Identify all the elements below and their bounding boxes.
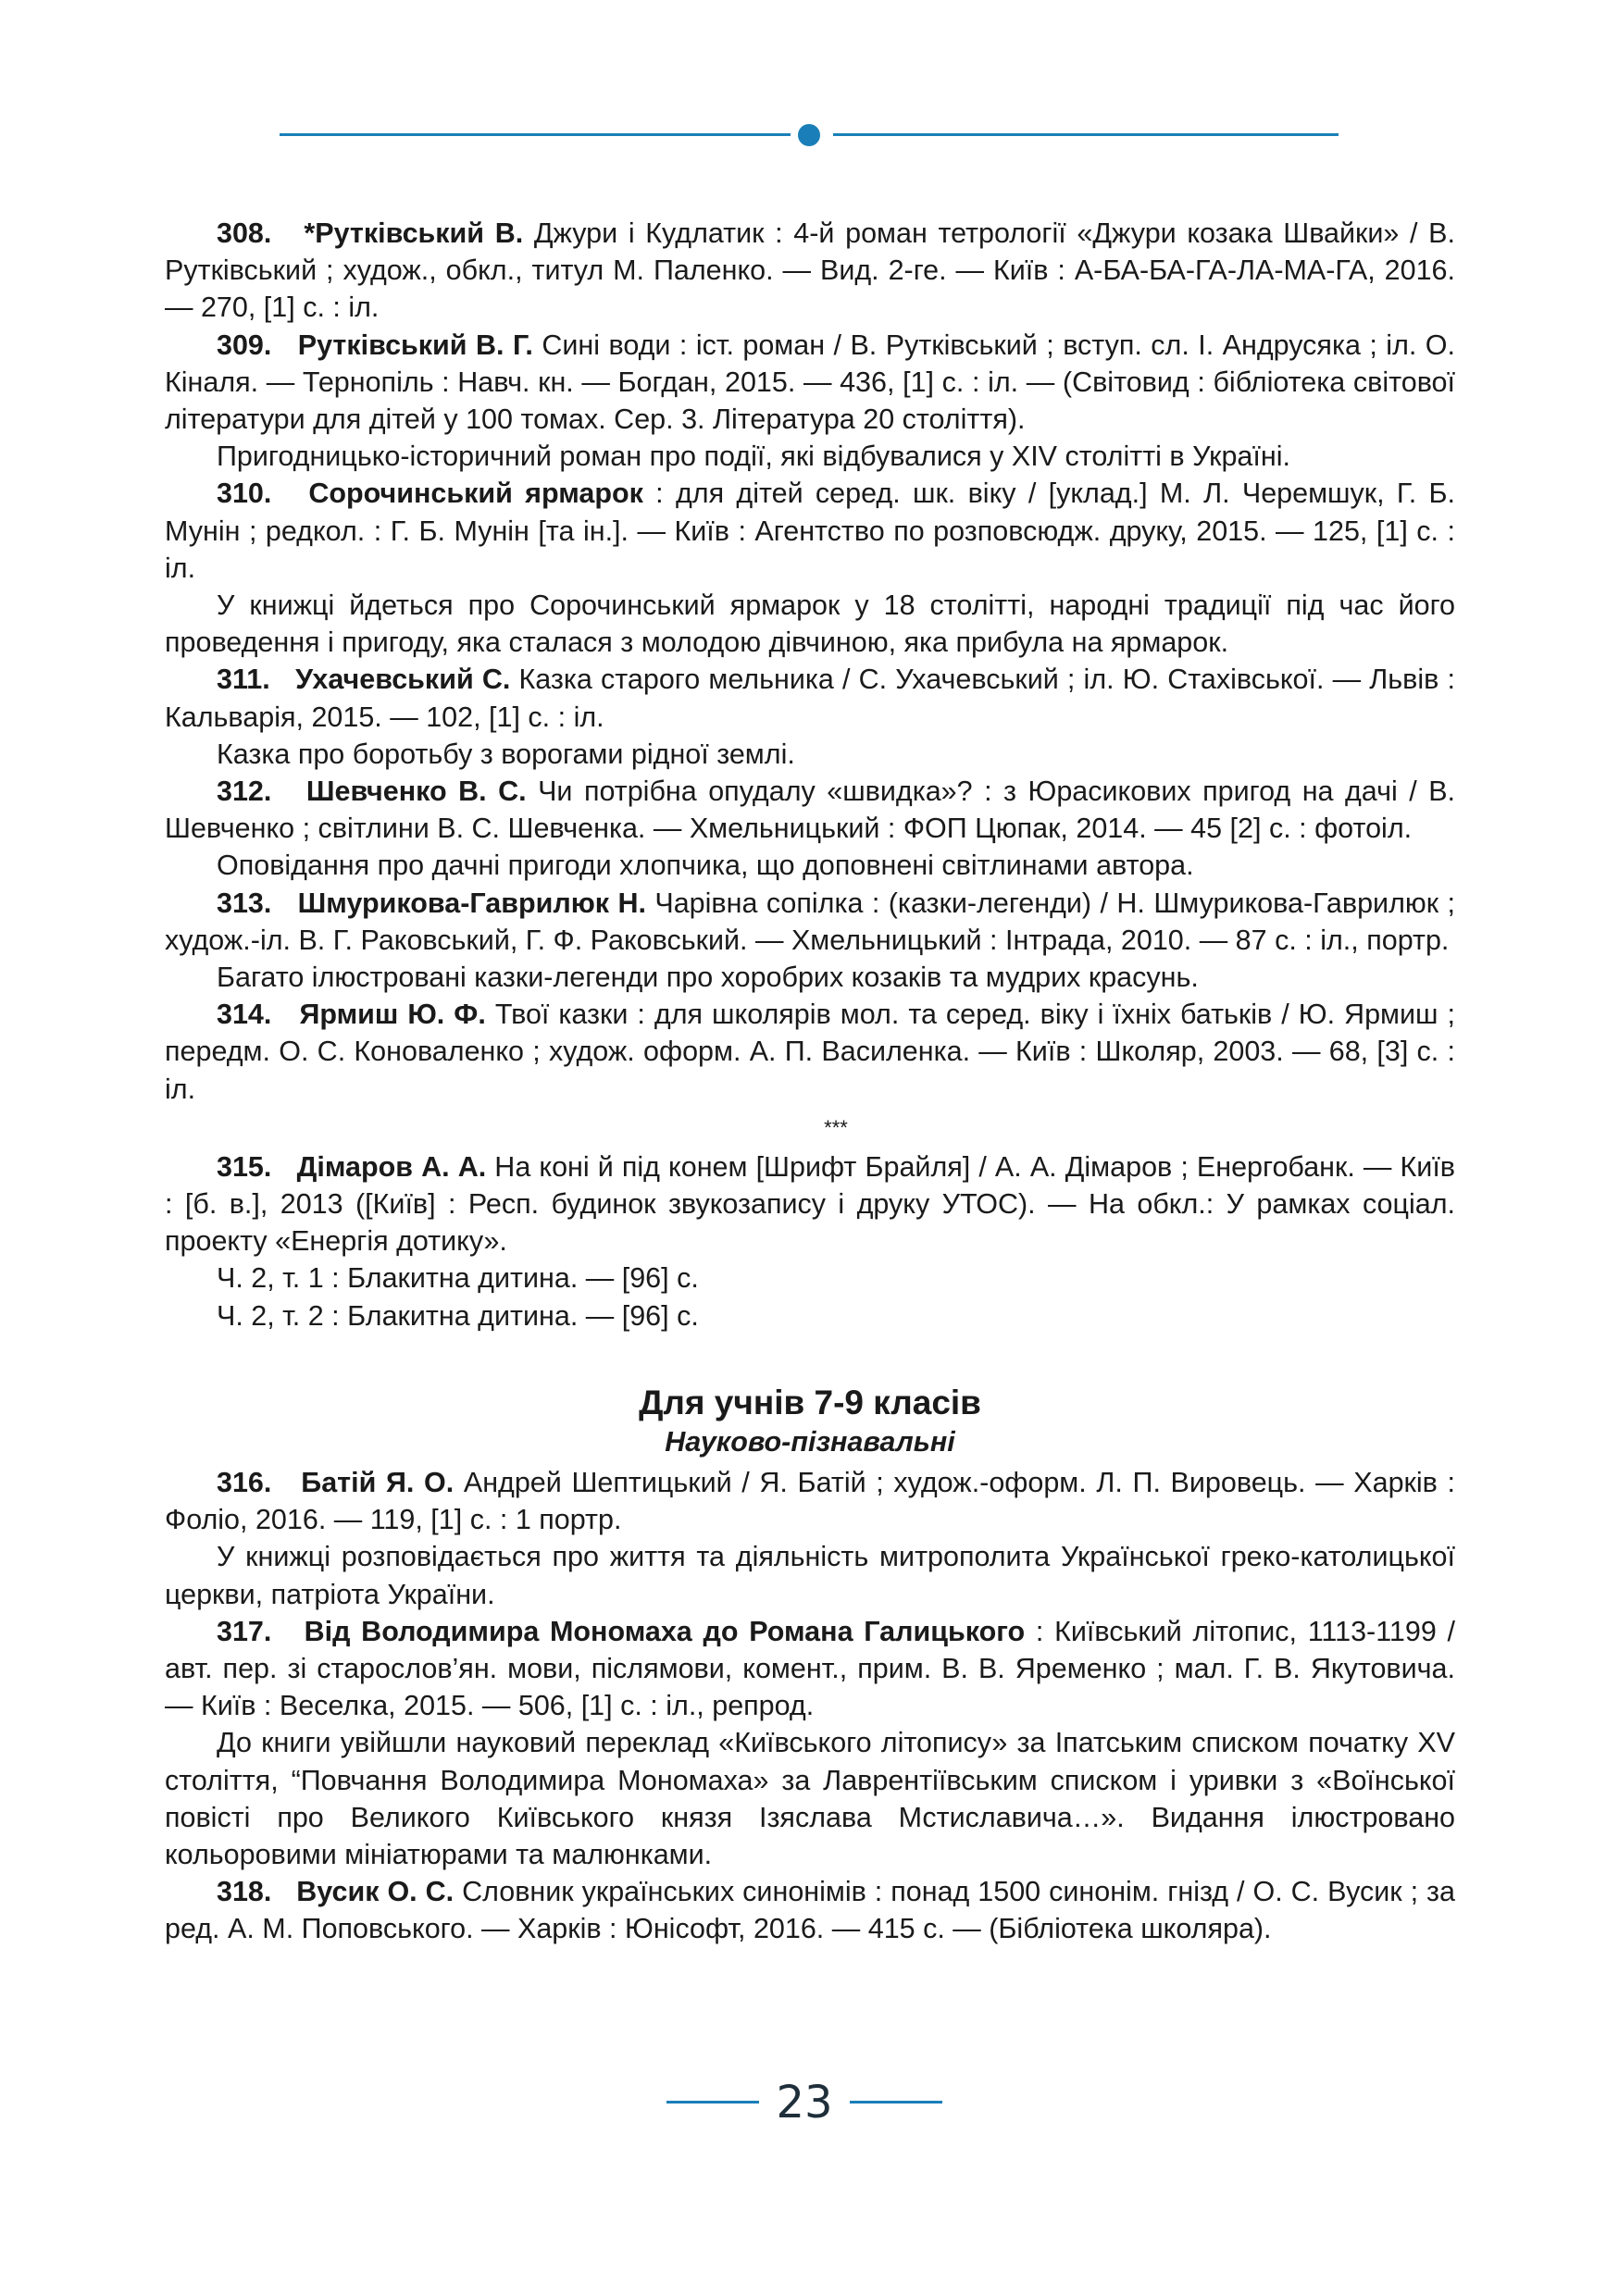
- header-dot: [798, 124, 820, 146]
- entry-318: [165, 1873, 1455, 1947]
- entry-author: Ярмиш Ю. Ф.: [299, 999, 486, 1031]
- entry-annotation: Казка про боротьбу з ворогами рідної землі.: [217, 738, 795, 770]
- entry-author: Вусик О. С.: [296, 1876, 455, 1908]
- entry-317: [165, 1613, 1455, 1725]
- entry-number: 315.: [217, 1150, 272, 1183]
- entry-313: [165, 885, 1455, 959]
- entry-annotation: У книжці розповідається про життя та діяльність митрополита Української греко-католицької церкви, патріота України.: [165, 1541, 1455, 1610]
- entry-text: : Київський літопис, 1113-1199 / авт. пер. зі старослов’ян. мови, післямови, комент., прим. В. В. Яременко ; мал. Г. В. Якутовича. — Київ : Веселка, 2015. — 506, [1] с. : іл., репрод.: [165, 1615, 1455, 1722]
- entry-author: Шевченко В. С.: [305, 776, 527, 808]
- entry-annotation: У книжці йдеться про Сорочинський ярмарок у 18 столітті, народні традиції під час його проведення і пригоду, яка сталася з молодою дівчиною, яка прибула на ярмарок.: [165, 590, 1455, 659]
- entry-316: [165, 1464, 1455, 1538]
- footer-rule-left: [666, 2101, 759, 2104]
- entry-volume: Ч. 2, т. 1 : Блакитна дитина. — [96] с.: [217, 1262, 699, 1295]
- entry-author: Сорочинський ярмарок: [308, 478, 643, 510]
- entry-annotation: Пригодницько-історичний роман про події, які відбувалися у XIV столітті в Україні.: [217, 441, 1290, 473]
- bibliography-content: [165, 215, 1455, 1948]
- section-title: Для учнів 7-9 класів: [639, 1383, 981, 1421]
- entry-text: Казка старого мельника / С. Ухачевський ; іл. Ю. Стахівської. — Львів : Кальварія, 2015. — 102, [1] с. : іл.: [165, 664, 1455, 733]
- entry-text: На коні й під конем [Шрифт Брайля] / А. А. Дімаров ; Енергобанк. — Київ : [б. в.], 2013 ([Київ] : Респ. будинок звукозапису і друку УТОС). — На обкл.: У рамках соціал. проекту «Енергія дотику».: [165, 1150, 1455, 1258]
- entry-annotation: Оповідання про дачні пригоди хлопчика, що доповнені світлинами автора.: [217, 850, 1194, 882]
- entry-text: : для дітей серед. шк. віку / [уклад.] М. Л. Черемшук, Г. Б. Мунін ; редкол. : Г. Б. Мунін [та ін.]. — Київ : Агентство по розповсюдж. друку, 2015. — 125, [1] с. : іл.: [165, 478, 1455, 584]
- header-rule-right: [833, 133, 1339, 136]
- entry-310: [165, 475, 1455, 587]
- entry-309: [165, 327, 1455, 439]
- entry-text: Чарівна сопілка : (казки-легенди) / Н. Шмурикова-Гаврилюк ; худож.-іл. В. Г. Раковський, Г. Ф. Раковський. — Хмельницький : Інтрада, 2010. — 87 с. : іл., портр.: [165, 887, 1456, 956]
- entry-314: [165, 996, 1455, 1108]
- entry-number: 308.: [217, 217, 272, 249]
- entry-annotation: Багато ілюстровані казки-легенди про хоробрих козаків та мудрих красунь.: [217, 962, 1199, 994]
- entry-author: *Рутківський В.: [304, 217, 524, 249]
- header-rule-left: [280, 133, 791, 136]
- entry-text: Андрей Шептицький / Я. Батій ; худож.-оформ. Л. П. Вировець. — Харків : Фоліо, 2016. — 119, [1] с. : 1 портр.: [165, 1466, 1455, 1536]
- entry-text: Словник українських синонімів : понад 1500 синонім. гнізд / О. С. Вусик ; за ред. А. М. Поповського. — Харків : Юнісофт, 2016. — 415 с. — (Бібліотека школяра).: [165, 1876, 1456, 1945]
- entry-312: [165, 773, 1455, 847]
- entry-number: 318.: [217, 1876, 272, 1908]
- entry-number: 311.: [217, 664, 270, 696]
- entry-number: 316.: [217, 1466, 272, 1498]
- entry-text: Сині води : іст. роман / В. Рутківський ; вступ. сл. І. Андрусяка ; іл. О. Кіналя. — Тернопіль : Навч. кн. — Богдан, 2015. — 436, [1] с. : іл. — (Світовид : бібліотека світової літератури для дітей у 100 томах. Сер. 3. Література 20 століття).: [165, 329, 1455, 436]
- section-subtitle: Науково-пізнавальні: [665, 1425, 955, 1458]
- entry-author: Ухачевський С.: [295, 664, 511, 696]
- entry-author: Від Володимира Мономаха до Романа Галицького: [304, 1615, 1026, 1647]
- entry-number: 310.: [217, 478, 272, 510]
- entry-number: 313.: [217, 887, 272, 919]
- entry-author: Батій Я. О.: [301, 1466, 455, 1498]
- entry-volume: Ч. 2, т. 2 : Блакитна дитина. — [96] с.: [217, 1299, 699, 1332]
- entry-text: Твої казки : для школярів мол. та серед. віку і їхніх батьків / Ю. Ярмиш ; передм. О. С. Коноваленко ; худож. оформ. А. П. Василенка. — Київ : Школяр, 2003. — 68, [3] с. : іл.: [165, 999, 1456, 1105]
- entry-author: Дімаров А. А.: [296, 1150, 487, 1183]
- entry-315: [165, 1148, 1455, 1260]
- footer-rule-right: [850, 2101, 942, 2104]
- entry-text: Джури і Кудлатик : 4-й роман тетрології «Джури козака Швайки» / В. Рутківський ; худож., обкл., титул М. Паленко. — Вид. 2-ге. — Київ : А-БА-БА-ГА-ЛА-МА-ГА, 2016. — 270, [1] с. : іл.: [165, 217, 1456, 324]
- section-separator: ***: [824, 1115, 848, 1139]
- entry-311: [165, 661, 1455, 735]
- entry-308: [165, 215, 1455, 327]
- entry-number: 314.: [217, 999, 272, 1031]
- entry-number: 309.: [217, 329, 272, 361]
- entry-annotation: До книги увійшли науковий переклад «Київського літопису» за Іпатським списком початку XV століття, “Повчання Володимира Мономаха» за Лаврентіївським списком і уривки з «Воїнської повісті про Великого Київського князя Ізяслава Мстиславича…». Видання ілюстровано кольоровими мініатюрами та малюнками.: [165, 1727, 1455, 1870]
- entry-number: 317.: [217, 1615, 272, 1647]
- entry-author: Рутківський В. Г.: [297, 329, 533, 361]
- page-number: 23: [776, 2077, 833, 2128]
- entry-text: Чи потрібна опудалу «швидка»? : з Юрасикових пригод на дачі / В. Шевченко ; світлини В. С. Шевченка. — Хмельницький : ФОП Цюпак, 2014. — 45 [2] с. : фотоіл.: [165, 776, 1456, 845]
- entry-author: Шмурикова-Гаврилюк Н.: [297, 887, 646, 919]
- entry-number: 312.: [217, 776, 272, 808]
